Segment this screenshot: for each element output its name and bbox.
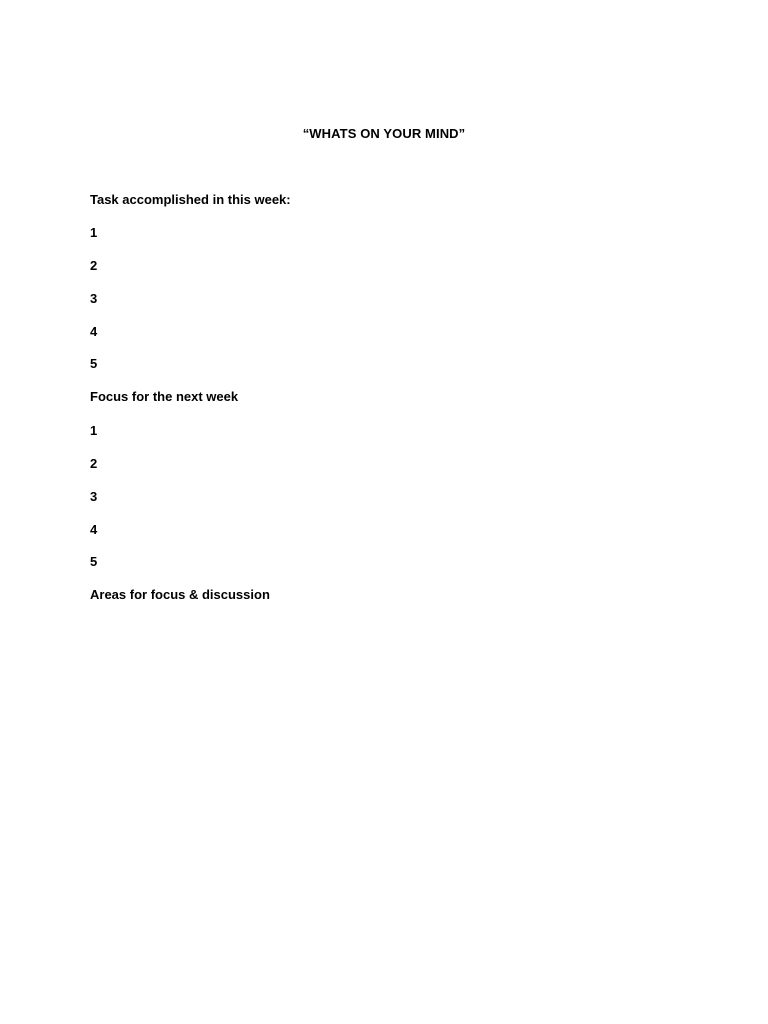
section-heading-tasks-accomplished: Task accomplished in this week: [90, 192, 291, 207]
list-item: 1 [90, 225, 98, 240]
list-item: 3 [90, 291, 98, 306]
list-item: 5 [90, 356, 98, 371]
list-item: 1 [90, 423, 98, 438]
list-item: 2 [90, 258, 98, 273]
list-item: 5 [90, 554, 98, 569]
section-heading-focus-next-week: Focus for the next week [90, 389, 239, 404]
list-item: 4 [90, 324, 98, 339]
section-heading-areas-for-focus: Areas for focus & discussion [90, 587, 270, 602]
document-title: “WHATS ON YOUR MIND” [302, 126, 466, 141]
list-item: 2 [90, 456, 98, 471]
list-item: 3 [90, 489, 98, 504]
list-item: 4 [90, 522, 98, 537]
